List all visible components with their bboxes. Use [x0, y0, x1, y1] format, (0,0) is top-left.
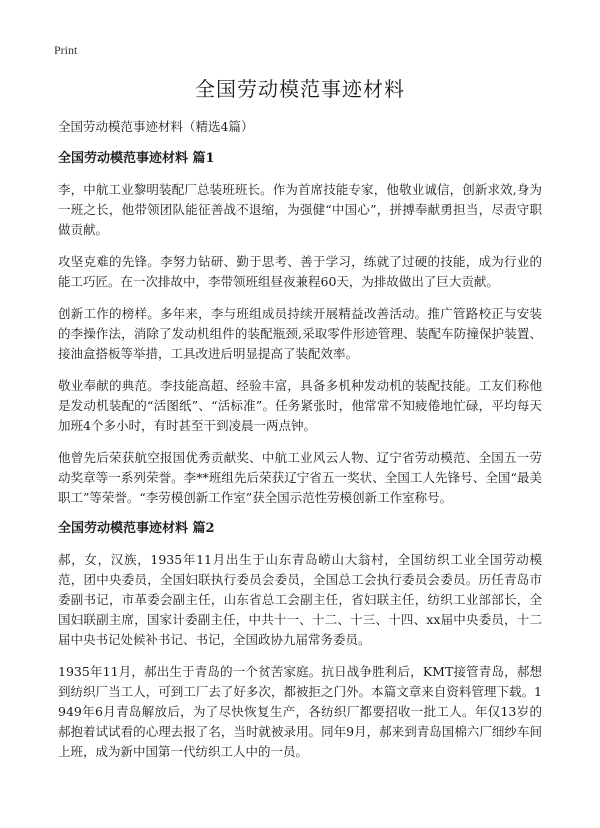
section-heading: 全国劳动模范事迹材料 篇2: [58, 521, 215, 536]
paragraph: 创新工作的榜样。多年来，李与班组成员持续开展精益改善活动。推广管路校正与安装的李操作法，消除了发动机组件的装配瓶颈,采取零件形迹管理、装配车防撞保护装置、接油盒搭板等举措，工具改进后明显提高了装配效率。: [58, 306, 542, 361]
paragraph: 1935年11月，郝出生于青岛的一个贫苦家庭。抗日战争胜利后，KMT接管青岛，郝想到纺织厂当工人，可到工厂去了好多次，都被拒之门外。本篇文章来自资料管理下载。1949年6月青岛解放后，为了尽快恢复生产，各纺织厂都要招收一批工人。年仅13岁的郝抱着试试看的心理去报了名，当时就被录用。同年9月，郝来到青岛国棉六厂细纱车间上班，成为新中国第一代纺织工人中的一员。: [58, 664, 542, 759]
paragraph: 他曾先后荣获航空报国优秀贡献奖、中航工业风云人物、辽宁省劳动模范、全国五一劳动奖章等一系列荣誉。李**班组先后荣获辽宁省五一奖状、全国工人先锋号、全国“最美职工”等荣誉。“李劳模创新工作室”获全国示范性劳模创新工作室称号。: [58, 450, 542, 505]
print-link[interactable]: Print: [54, 43, 78, 57]
paragraph: 敬业奉献的典范。李技能高超、经验丰富，具备多机种发动机的装配技能。工友们称他是发动机装配的“活图纸”、“活标准”。任务紧张时，他常常不知疲倦地忙碌，平均每天加班4个多小时，有时甚至干到凌晨一两点钟。: [58, 378, 542, 433]
section-1: [58, 150, 542, 508]
document-subtitle: 全国劳动模范事迹材料（精选4篇）: [58, 119, 254, 134]
paragraph: 攻坚克难的先锋。李努力钻研、勤于思考、善于学习，练就了过硬的技能，成为行业的能工巧匠。在一次排故中，李带领班组昼夜兼程60天，为排故做出了巨大贡献。: [58, 254, 542, 289]
page-title: 全国劳动模范事迹材料: [195, 77, 405, 101]
paragraph: 郝，女，汉族，1935年11月出生于山东青岛崂山大翁村，全国纺织工业全国劳动模范，团中央委员，全国妇联执行委员会委员，全国总工会执行委员会委员。历任青岛市委副书记，市革委会副主任，山东省总工会副主任，省妇联主任，纺织工业部部长，全国妇联副主席，国家计委副主任，中共十一、十二、十三、十四、xx届中央委员，十二届中央书记处候补书记、书记，全国政协九届常务委员。: [58, 552, 542, 647]
section-2: [58, 520, 542, 762]
paragraph: 李，中航工业黎明装配厂总装班班长。作为首席技能专家，他敬业诚信，创新求效,身为一班之长，他带领团队能征善战不退缩，为强健“中国心”，拼搏奉献勇担当，尽责守职做贡献。: [58, 182, 542, 237]
section-heading: 全国劳动模范事迹材料 篇1: [58, 151, 215, 166]
